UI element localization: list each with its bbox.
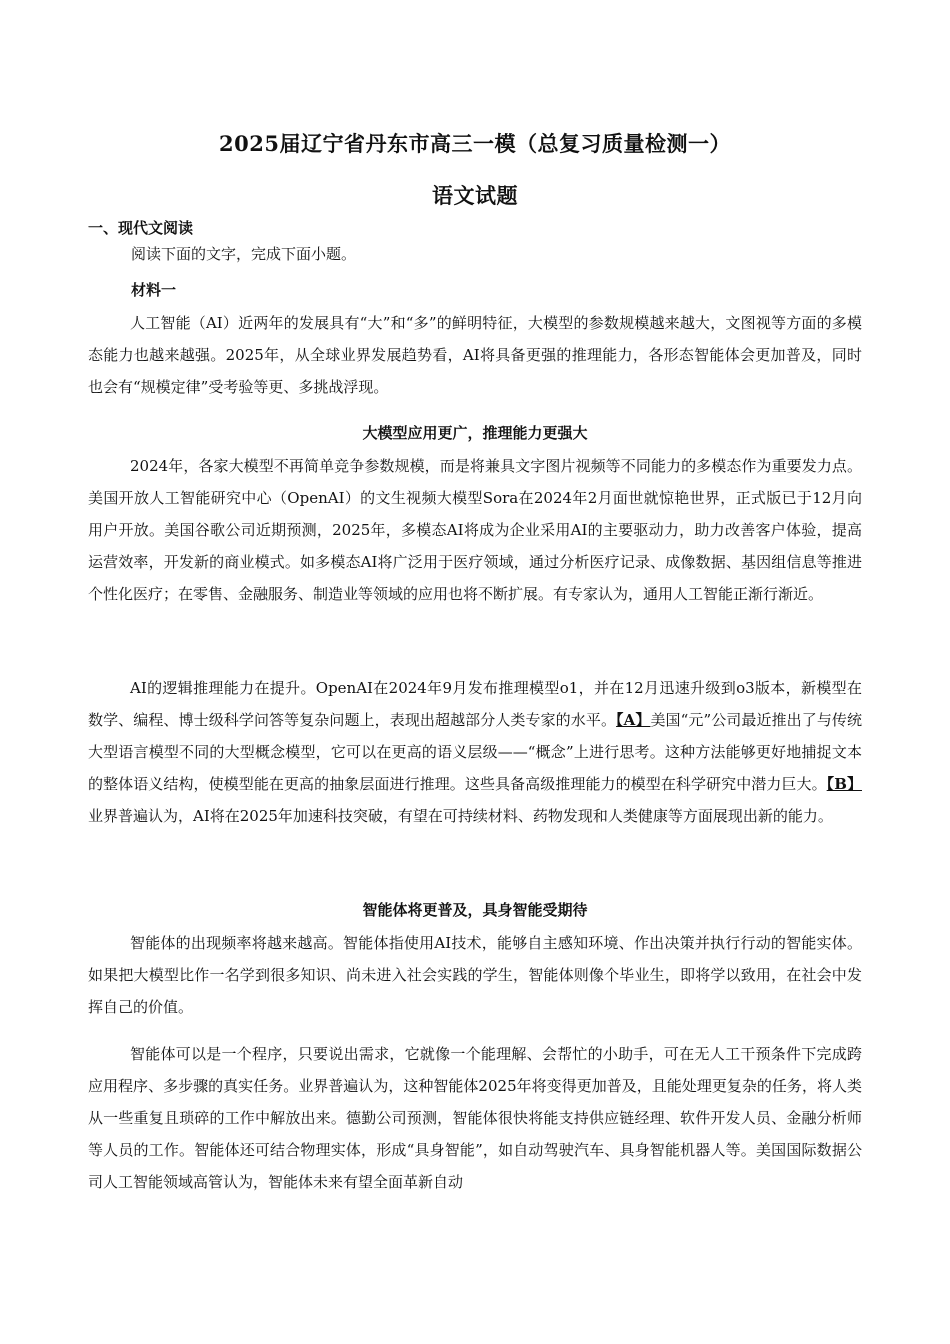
material-label: 材料一 (131, 281, 177, 299)
marker-a: 【A】 (616, 711, 651, 729)
subheading-2: 智能体将更普及，具身智能受期待 (362, 901, 588, 919)
document-title: 2025届辽宁省丹东市高三一模（总复习质量检测一） (219, 131, 731, 156)
paragraph-2: 2024年，各家大模型不再简单竞争参数规模，而是将兼具文字图片视频等不同能力的多模态作为重要发力点。美国开放人工智能研究中心（OpenAI）的文生视频大模型Sora在2024年2月面世就惊艳世界，正式版已于12月向用户开放。美国谷歌公司近期预测，2025年，多模态AI将成为企业采用AI的主要驱动力，助力改善客户体验，提高运营效率，开发新的商业模式。如多模态AI将广泛用于医疗领域，通过分析医疗记录、成像数据、基因组信息等推进个性化医疗；在零售、金融服务、制造业等领域的应用也将不断扩展。有专家认为，通用人工智能正渐行渐近。 (88, 457, 862, 603)
paragraph-5: 智能体可以是一个程序，只要说出需求，它就像一个能理解、会帮忙的小助手，可在无人工干预条件下完成跨应用程序、多步骤的真实任务。业界普遍认为，这种智能体2025年将变得更加普及，且能处理更复杂的任务，将人类从一些重复且琐碎的工作中解放出来。德勤公司预测，智能体很快将能支持供应链经理、软件开发人员、金融分析师等人员的工作。智能体还可结合物理实体，形成“具身智能”，如自动驾驶汽车、具身智能机器人等。美国国际数据公司人工智能领域高管认为，智能体未来有望全面革新自动 (88, 1045, 862, 1191)
document-subtitle: 语文试题 (432, 183, 518, 208)
paragraph-4: 智能体的出现频率将越来越高。智能体指使用AI技术，能够自主感知环境、作出决策并执行行动的智能实体。如果把大模型比作一名学到很多知识、尚未进入社会实践的学生，智能体则像个毕业生，即将学以致用，在社会中发挥自己的价值。 (88, 934, 862, 1016)
paragraph-3-part-1: AI的逻辑推理能力在提升。OpenAI在2024年9月发布推理模型o1，并在12月迅速升级到o3版本，新模型在数学、编程、博士级科学问答等复杂问题上，表现出超越部分人类专家的水平。 (88, 679, 862, 729)
paragraph-1: 人工智能（AI）近两年的发展具有“大”和“多”的鲜明特征，大模型的参数规模越来越大，文图视等方面的多模态能力也越来越强。2025年，从全球业界发展趋势看，AI将具备更强的推理能力，各形态智能体会更加普及，同时也会有“规模定律”受考验等更、多挑战浮现。 (88, 314, 862, 396)
reading-instruction: 阅读下面的文字，完成下面小题。 (131, 245, 357, 263)
paragraph-3 (88, 672, 862, 832)
marker-b: 【B】 (826, 775, 862, 793)
subheading-1: 大模型应用更广，推理能力更强大 (362, 424, 588, 442)
paragraph-3-part-3: 业界普遍认为，AI将在2025年加速科技突破，有望在可持续材料、药物发现和人类健康等方面展现出新的能力。 (88, 807, 833, 825)
section-heading: 一、现代文阅读 (88, 219, 194, 237)
paragraph-3-part-2: 美国“元”公司最近推出了与传统大型语言模型不同的大型概念模型，它可以在更高的语义层级——“概念”上进行思考。这种方法能够更好地捕捉文本的整体语义结构，使模型能在更高的抽象层面进行推理。这些具备高级推理能力的模型在科学研究中潜力巨大。 (88, 711, 863, 793)
